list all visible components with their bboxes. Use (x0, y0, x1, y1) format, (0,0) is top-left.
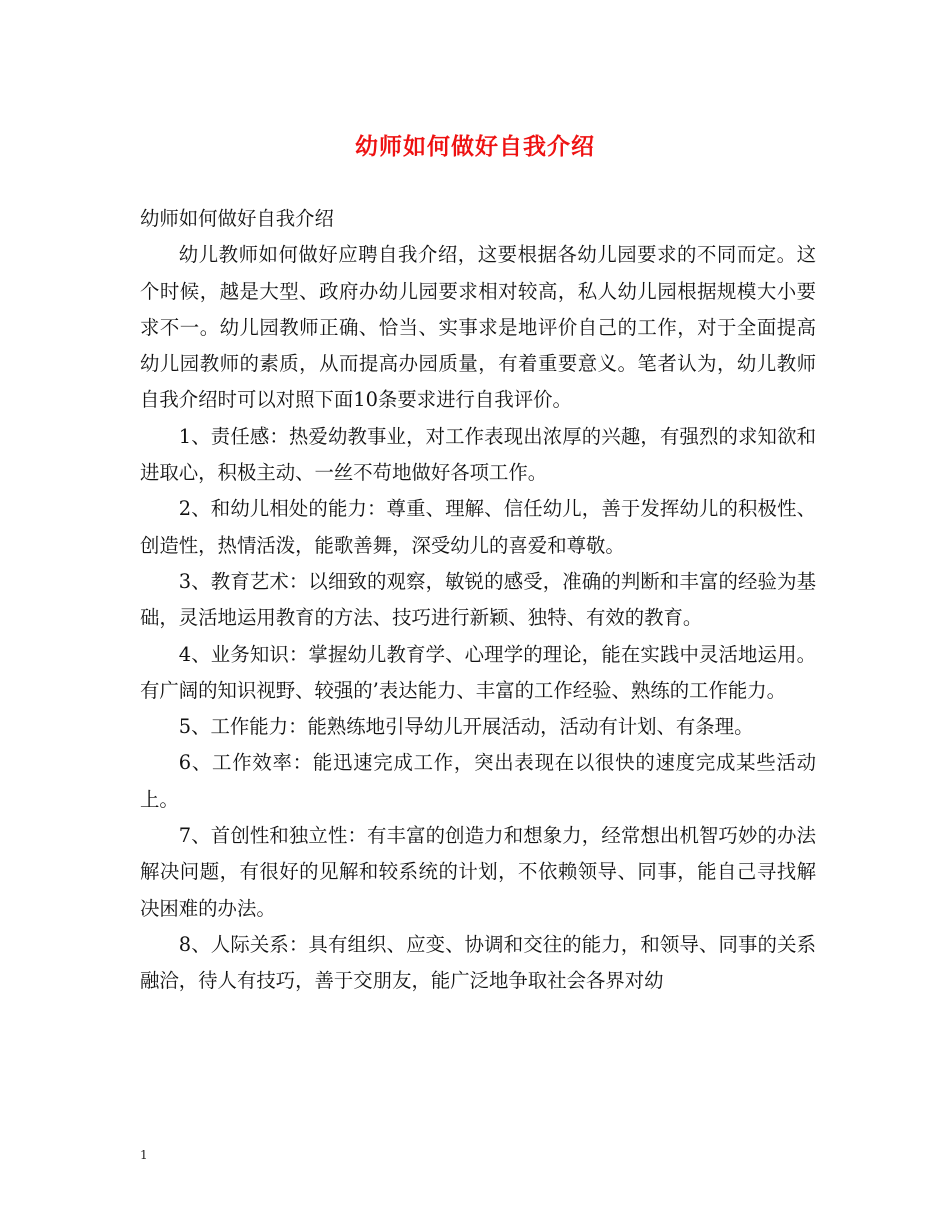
requirement-4-paragraph: 4、业务知识：掌握幼儿教育学、心理学的理论，能在实践中灵活地运用。有广阔的知识视野、较强的’表达能力、丰富的工作经验、熟练的工作能力。 (140, 642, 816, 702)
requirement-6-paragraph: 6、工作效率：能迅速完成工作，突出表现在以很快的速度完成某些活动上。 (140, 751, 816, 811)
page-number: 1 (140, 1148, 148, 1162)
requirement-5-paragraph: 5、工作能力：能熟练地引导幼儿开展活动，活动有计划、有条理。 (178, 715, 754, 739)
intro-paragraph: 幼儿教师如何做好应聘自我介绍，这要根据各幼儿园要求的不同而定。这个时候，越是大型、政府办幼儿园要求相对较高，私人幼儿园根据规模大小要求不一。幼儿园教师正确、恰当、实事求是地评价自己的工作，对于全面提高幼儿园教师的素质，从而提高办园质量，有着重要意义。笔者认为，幼儿教师自我介绍时可以对照下面10条要求进行自我评价。 (140, 243, 816, 412)
requirement-1-paragraph: 1、责任感：热爱幼教事业，对工作表现出浓厚的兴趣，有强烈的求知欲和进取心，积极主动、一丝不苟地做好各项工作。 (140, 424, 816, 485)
document-subtitle: 幼师如何做好自我介绍 (140, 207, 334, 230)
requirement-8-paragraph: 8、人际关系：具有组织、应变、协调和交往的能力，和领导、同事的关系融洽，待人有技巧，善于交朋友，能广泛地争取社会各界对幼 (140, 932, 816, 993)
requirement-3-paragraph: 3、教育艺术：以细致的观察，敏锐的感受，准确的判断和丰富的经验为基础，灵活地运用教育的方法、技巧进行新颖、独特、有效的教育。 (140, 569, 816, 630)
requirement-7-paragraph: 7、首创性和独立性：有丰富的创造力和想象力，经常想出机智巧妙的办法解决问题，有很好的见解和较系统的计划，不依赖领导、同事，能自己寻找解决困难的办法。 (140, 824, 816, 920)
requirement-2-paragraph: 2、和幼儿相处的能力：尊重、理解、信任幼儿，善于发挥幼儿的积极性、创造性，热情活泼，能歌善舞，深受幼儿的喜爱和尊敬。 (140, 497, 816, 557)
document-body (140, 201, 816, 1000)
document-title: 幼师如何做好自我介绍 (355, 133, 595, 160)
